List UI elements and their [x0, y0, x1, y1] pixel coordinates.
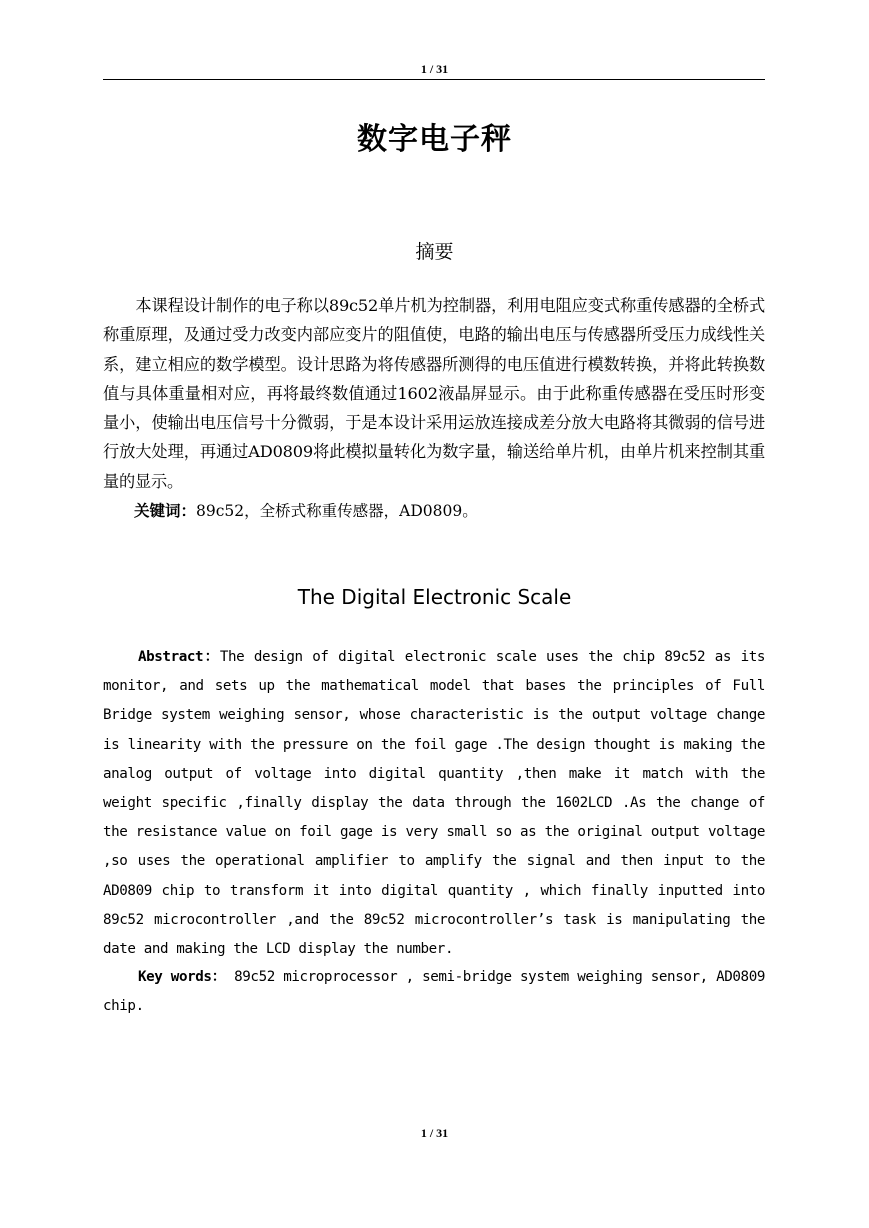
english-abstract	[103, 643, 765, 964]
chinese-abstract: 本课程设计制作的电子称以89c52单片机为控制器，利用电阻应变式称重传感器的全桥式称重原理，及通过受力改变内部应变片的阻值使，电路的输出电压与传感器所受压力成线性关系，建立相应的数学模型。设计思路为将传感器所测得的电压值进行模数转换，并将此转换数值与具体重量相对应，再将最终数值通过1602液晶屏显示。由于此称重传感器在受压时形变量小，使输出电压信号十分微弱，于是本设计采用运放连接成差分放大电路将其微弱的信号进行放大处理，再通过AD0809将此模拟量转化为数字量，输送给单片机，由单片机来控制其重量的显示。	[103, 296, 765, 491]
english-abstract-text: The design of digital electronic scale uses the chip 89c52 as its monitor, and sets up the mathematical model that bases the principles of Full Bridge system weighing sensor, whose characteristic is the output voltage change is linearity with the pressure on the foil gage .The design thought is making the analog output of voltage into digital quantity ,then make it match with the weight specific ,finally display the data through the 1602LCD .As the change of the resistance value on foil gage is very small so as the original output voltage ,so uses the operational amplifier to amplify the signal and then input to the AD0809 chip to transform it into digital quantity , which finally inputted into 89c52 microcontroller ,and the 89c52 microcontroller’s task is manipulating the date and making the LCD display the number.	[103, 649, 765, 958]
english-keywords	[103, 963, 765, 1021]
header-page-number: 1 / 31	[420, 62, 449, 76]
chinese-keywords-text: 89c52，全桥式称重传感器，AD0809。	[196, 502, 478, 520]
english-keywords-text: 89c52 microprocessor , semi-bridge system weighing sensor, AD0809 chip.	[103, 969, 765, 1015]
footer-page-number: 1 / 31	[420, 1126, 449, 1140]
chinese-keywords-label: 关键词：	[134, 501, 197, 520]
document-title: 数字电子秤	[357, 122, 512, 157]
abstract-heading: 摘要	[415, 241, 454, 263]
english-title: The Digital Electronic Scale	[297, 585, 572, 609]
header-divider	[103, 79, 765, 80]
english-abstract-label: Abstract：	[138, 649, 220, 665]
english-keywords-label: Key words：	[138, 969, 226, 985]
chinese-keywords	[103, 496, 765, 526]
